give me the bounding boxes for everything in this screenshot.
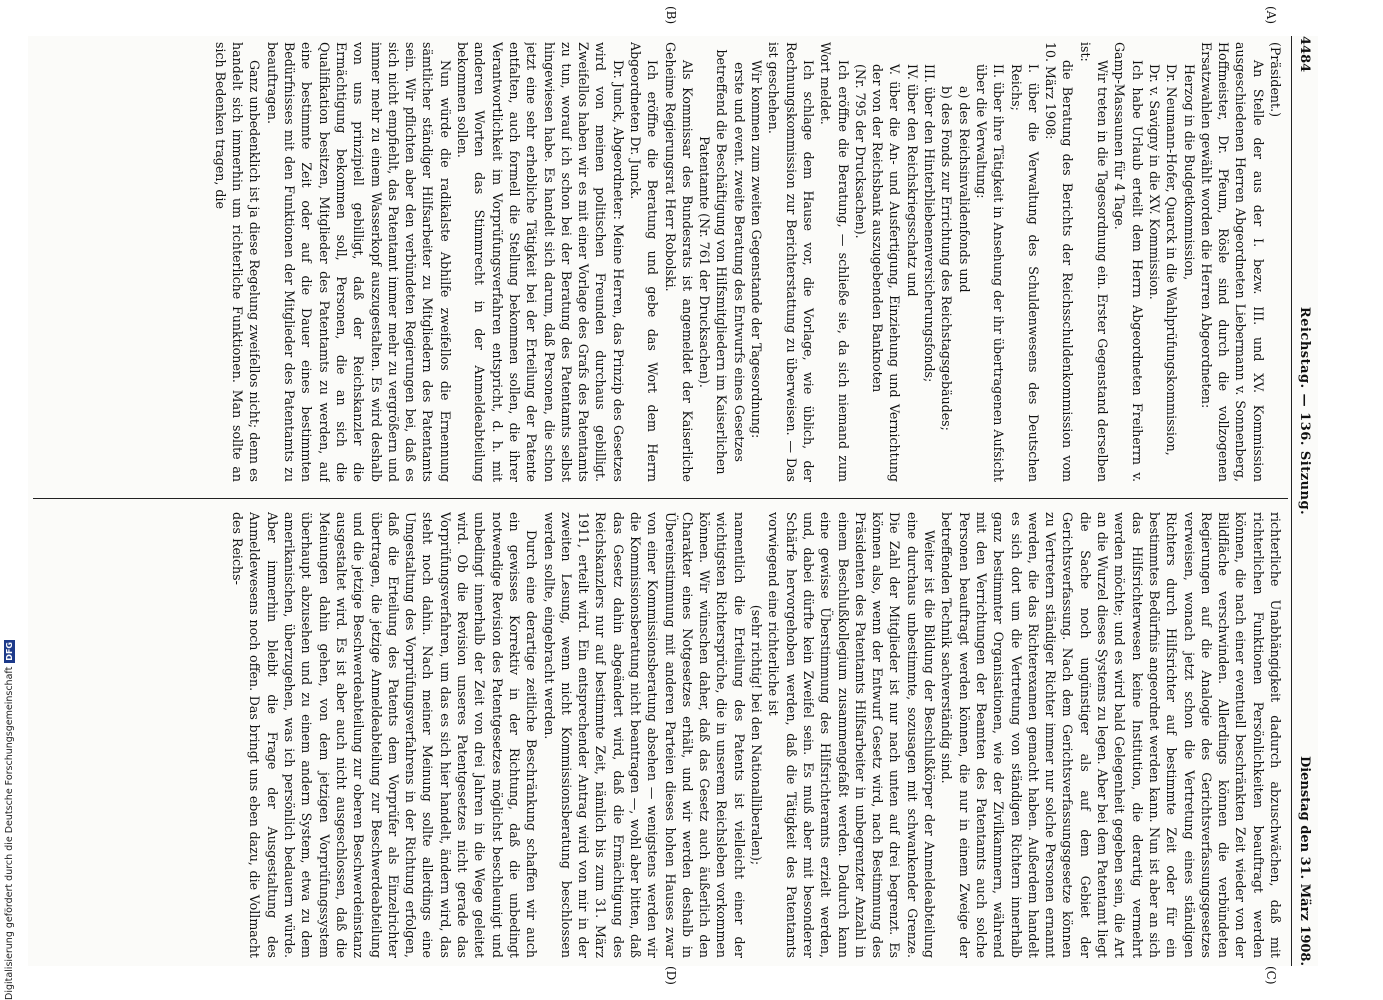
page-header xyxy=(1291,36,1318,966)
paragraph: Wir kommen zum zweiten Gegenstande der Tagesordnung: xyxy=(749,60,765,439)
paragraph: (Nr. 795 der Drucksachen). xyxy=(852,64,868,239)
margin-marker-c: (C) xyxy=(1264,966,1278,985)
paragraph: An Stelle der aus der I. bezw. III. und XV. Kommission ausgeschiedenen Herren Abgeordneten Liebermann v. Sonnenberg, Hoffmeister, Dr. Pfeum, Rösle sind durch die vollzogenen Ersatzwahlen gewählt worden die Herren Abgeordneten: xyxy=(1198,42,1266,482)
paragraph: Dr. Neumann-Hofer, Quarck in die Wahlprüfungskommission, xyxy=(1164,64,1180,456)
paragraph: erste und event. zweite Beratung des Entwurfs eines Gesetzes betreffend die Beschäftigung von Hilfsmitgliedern im Kaiserlichen Patentamte (Nr. 761 der Drucksachen). xyxy=(697,49,747,475)
paragraph: Dr. Junck, Abgeordneter: Meine Herren, das Prinzip des Gesetzes wird von meinen politischen Freunden durchaus gebilligt. Zweifellos haben wir es mit einer Vorlage des Grafs des Patentamts zu tun, worauf ich schon bei der Beratung des Patentamts selbst hingewiesen habe. Es handelt sich darum, daß Personen, die schon jetzt eine sehr erhebliche Tätigkeit bei der Erteilung der Patente entfalten, auch formell die Stellung bekommen sollen, die ihrer Verantwortlichkeit im Vorprüfungsverfahren entspricht, d. h. mit anderen Worten das Stimmrecht in der Anmeldeabteilung bekommen sollen. xyxy=(455,42,626,482)
paragraph: die Beratung des Berichts der Reichsschuldenkommission vom 10. März 1908: xyxy=(1043,42,1076,482)
paragraph: (sehr richtig! bei den Nationalliberalen); xyxy=(749,604,765,866)
paragraph: b) des Fonds zur Errichtung des Reichstagsgebäudes; xyxy=(939,86,955,431)
left-column xyxy=(44,42,1284,482)
paragraph: richterliche Unabhängigkeit dadurch abzuschwächen, daß mit richterlichen Funktionen Persönlichkeiten beauftragt werden können, die nach einer eventuell beschränkten Zeit wieder von der Bildfläche verschwinden. Allerdings können die verbündeten Regierungen auf die Analogie des Gerichtsverfassungsgesetzes verweisen, wonach jetzt schon die Vertretung eines ständigen Richters durch Hilfsrichter auf bestimmte Zeit oder für ein bestimmtes Bedürfnis angeordnet werden kann. Nun ist aber an sich das Hilfsrichterwesen keine Institution, die derartig vermehrt werden möchte; und es wird bald Gelegenheit gegeben sein, die Art an die Wurzel dieses Systems zu legen. Aber bei dem Patentamt liegt die Sache noch ungünstiger als auf dem Gebiet der Gerichtsverfassung. Nach dem Gerichtsverfassungsgesetze können zu Vertretern ständiger Richter immer nur solche Personen ernannt werden, die das Richterexamen gemacht haben. Außerdem handelt es sich dort um die Vertretung von ständigen Richtern innerhalb ganz bestimmter Organisationen, wie der Zivilkammern, während mit den Verrichtungen der Beamten des Patentamts auch solche Personen beauftragt werden können, die nur in einem Zweige der betreffenden Technik sachverständig sind. xyxy=(939,512,1283,958)
paragraph: Herzog in die Budgetkommission, xyxy=(1181,64,1197,281)
header-title: Reichstag. — 136. Sitzung. xyxy=(1297,306,1313,516)
paragraph: I. über die Verwaltung des Schuldenwesens des Deutschen Reichs; xyxy=(1008,64,1041,482)
paragraph: II. über ihre Tätigkeit in Ansehung der ihr übertragenen Aufsicht über die Verwaltung: xyxy=(973,64,1007,482)
paragraph: (Präsident.) xyxy=(1268,42,1283,118)
paragraph: Wir treten in die Tagesordnung ein. Erster Gegenstand derselben ist: xyxy=(1077,42,1111,482)
page-number: 4484 xyxy=(1297,36,1313,73)
paragraph: Ich eröffne die Beratung, — schließe sie, da sich niemand zum Wort meldet. xyxy=(818,42,851,482)
paragraph: namentlich die Erteilung des Patents ist vielleicht einer der wichtigsten Richtersprüche, die in unserem Reichsleben vorkommen können. Wir wünschen daher, daß das Gesetz auch äußerlich den Charakter eines Notgesetzes erhält, und wir werden deshalb in Übereinstimmung mit anderen Parteien dieses hohen Hauses zwar von einer Kommissionsberatung absehen — wenigstens werden wir die Kommissionsberatung nicht beantragen —, wohl aber bitten, daß das Gesetz dahin abgeändert wird, daß die Ermächtigung des Reichskanzlers nur auf bestimmte Zeit, nämlich bis zum 31. März 1911, erteilt wird. Ein entsprechender Antrag wird von mir in der zweiten Lesung, wenn nicht Kommissionsberatung beschlossen werden sollte, eingebracht werden. xyxy=(541,512,747,958)
paragraph: Ich schlage dem Hause vor, die Vorlage, wie üblich, der Rechnungskommission zur Berichterstattung zu überweisen. — Das ist geschehen. xyxy=(766,42,816,482)
document-page xyxy=(28,6,1318,985)
paragraph: Nun würde die radikalste Abhilfe zweifellos die Ernennung sämtlicher ständiger Hilfsarbeiter zu Mitgliedern des Patentamts sein. Wir pflichten aber den verbündeten Regierungen bei, daß es sich nicht empfiehlt, das Patentamt immer mehr zu vergrößern und immer mehr zu einem Wasserkopf auszugestalten. Es wird deshalb von uns prinzipiell gebilligt, daß der Reichskanzler die Ermächtigung bekommen soll, Personen, die an sich die Qualifikation besitzen, Mitglieder des Patentamts zu werden, auf eine bestimmte Zeit oder auf die Dauer eines bestimmten Bedürfnisses mit den Funktionen der Mitglieder des Patentamts zu beauftragen. xyxy=(264,42,453,482)
digitization-text: Digitalisierung gefördert durch die Deutsche Forschungsgemeinschaft xyxy=(4,666,15,1000)
paragraph: Ich eröffne die Beratung und gebe das Wort dem Herrn Abgeordneten Dr. Junck. xyxy=(628,42,661,482)
paragraph: Ganz unbedenklich ist ja diese Regelung zweifellos nicht; denn es handelt sich immerhin um richterliche Funktionen. Man sollte an sich Bedenken tragen, die xyxy=(212,42,263,482)
paragraph: Weiter ist die Bildung der Beschlußkörper der Anmeldeabteilung eine durchaus unbestimmte, sozusagen mit schwankender Grenze. Die Zahl der Mitglieder ist nur nach unten auf drei begrenzt. Es können also, wenn der Entwurf Gesetz wird, nach Bestimmung des Präsidenten des Patentamts Hilfsarbeiter in unbegrenzter Anzahl in einem Beschlußkollegium zusammengefaßt werden. Dadurch kann eine gewisse Überstimmung des Hilfsrichteramts erzielt werden, und, dabei dürfte kein Zweifel sein. Es muß aber mit besonderer Schärfe hervorgehoben werden, daß die Tätigkeit des Patentamts vorwiegend eine richterliche ist xyxy=(766,512,938,958)
margin-marker-b: (B) xyxy=(664,6,678,25)
digitization-note xyxy=(4,640,15,1000)
paragraph: Ich habe Urlaub erteilt dem Herrn Abgeordneten Freiherrn v. Gamp-Massaunen für 4 Tage. xyxy=(1112,42,1145,482)
margin-marker-a: (A) xyxy=(1264,6,1278,25)
dfg-logo: DFG xyxy=(5,642,14,661)
paragraph: Als Kommissar des Bundesrats ist angemeldet der Kaiserliche Geheime Regierungsrat Herr Robolski. xyxy=(662,42,695,482)
margin-marker-d: (D) xyxy=(664,966,678,985)
header-date: Dienstag den 31. März 1908. xyxy=(1297,755,1313,966)
column-divider xyxy=(33,498,1288,499)
paragraph: V. über die An- und Ausfertigung, Einziehung und Vernichtung der von der Reichsbank auszugebenden Banknoten xyxy=(870,64,903,482)
paragraph: Dr. v. Savigny in die XV. Kommission. xyxy=(1146,64,1162,300)
paragraph: a) des Reichsinvalidenfonds und xyxy=(956,86,972,293)
paragraph: Durch eine derartige zeitliche Beschränkung schaffen wir auch ein gewisses Korrektiv in der Richtung, daß die unbedingt notwendige Revision des Patentgesetzes möglichst beschleunigt und unbedingt innerhalb der Zeit von drei Jahren in die Wege geleitet wird. Ob die Revision unseres Patentgesetzes nicht gerade das Vorprüfungsverfahren, um das es sich hier handelt, ändern wird, das steht noch dahin. Nach meiner Meinung sollte allerdings eine Umgestaltung des Vorprüfungsverfahrens in der Richtung erfolgen, daß die Erteilung des Patents dem Vorprüfer als Einzelrichter übertragen, die jetzige Anmeldeabteilung zur Beschwerdeabteilung und die jetzige Beschwerdeabteilung zur oberen Beschwerdeinstanz ausgestaltet wird. Es ist aber auch nicht ausgeschlossen, daß die Meinungen dahin gehen, von dem jetzigen Vorprüfungssystem überhaupt abzusehen und zu einem andern System, etwa zu dem amerikanischen, überzugehen, was ich persönlich bedauern würde. Aber immerhin bleibt die Frage der Ausgestaltung des Anmeldewesens noch offen. Das bringt uns eben dazu, die Vollmacht des Reichs- xyxy=(230,512,540,958)
paragraph: IV. über den Reichskriegsschatz und xyxy=(904,64,920,297)
paragraph: III. über den Hinterbliebenenversicherungsfonds; xyxy=(922,64,938,383)
right-column xyxy=(44,512,1284,958)
